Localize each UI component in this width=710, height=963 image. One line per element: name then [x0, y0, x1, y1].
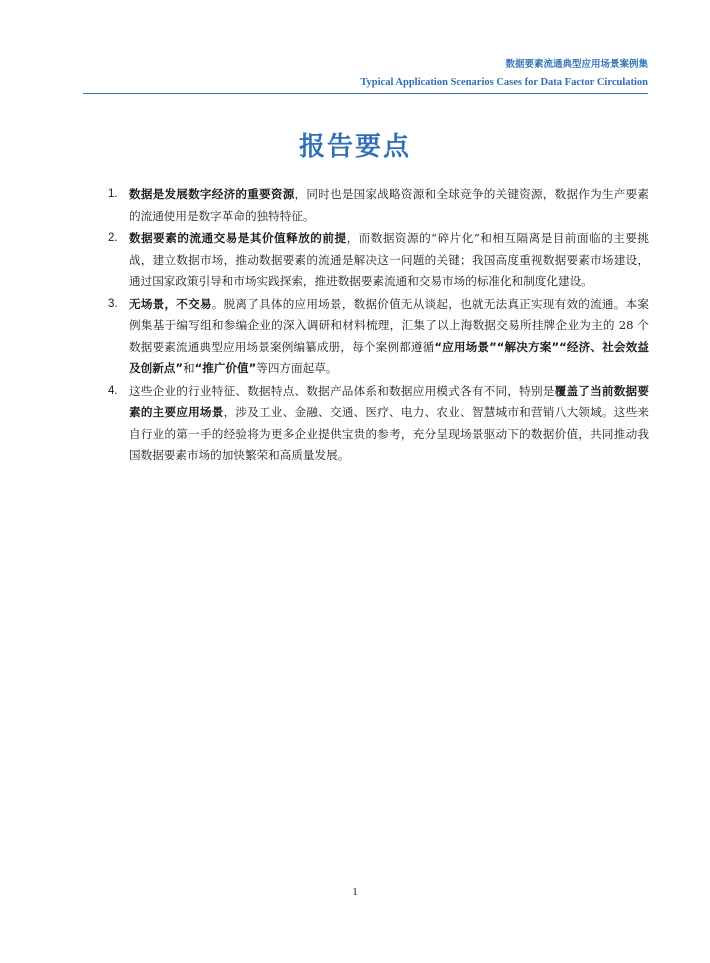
- point-text: ，涉及工业、金融、交通、医疗、电力、农业、智慧城市和营销八大领域。这些来自行业的第一手的经验将为更多企业提供宝贵的参考，充分呈现场景驱动下的数据价值，共同推动我国数据要素市场的加快繁荣和高质量发展。: [129, 405, 649, 462]
- header-title-cn: 数据要素流通典型应用场景案例集: [505, 59, 648, 70]
- point-text-bold: 数据是发展数字经济的重要资源: [129, 187, 295, 201]
- key-point: [108, 184, 649, 227]
- key-points-list: [108, 184, 649, 468]
- point-text: 。脱离了具体的应用场景，数据价值无从谈起，也就无法真正实现有效的流通。本案例集基于编写组和参编企业的深入调研和材料梳理，汇集了以上海数据交易所挂牌企业为主的 28 个数据要素流通典型应用场景案例编纂成册，每个案例都遵循: [129, 296, 649, 354]
- point-number: 4.: [108, 384, 118, 397]
- key-point: [108, 228, 649, 293]
- point-number: 3.: [108, 297, 118, 310]
- key-point: [108, 381, 649, 467]
- point-text-bold: “推广价值”: [194, 361, 257, 375]
- running-header: [360, 58, 648, 90]
- key-point: [108, 294, 649, 380]
- point-text: 等四方面起草。: [256, 361, 338, 375]
- page-number: 1: [352, 886, 358, 898]
- point-text: 这些企业的行业特征、数据特点、数据产品体系和数据应用模式各有不同，特别是: [129, 383, 555, 398]
- point-text: ，而数据资源的“碎片化”和相互隔离是目前面临的主要挑战，建立数据市场，推动数据要素的流通是解决这一问题的关键；我国高度重视数据要素市场建设，通过国家政策引导和市场实践探索，推进数据要素流通和交易市场的标准化和制度化建设。: [129, 231, 649, 288]
- point-text-bold: 数据要素的流通交易是其价值释放的前提: [129, 231, 347, 245]
- point-text-bold: 覆盖了当前数据要素的主要应用场景: [129, 383, 649, 419]
- point-text-bold: “应用场景”“解决方案”“经济、社会效益及创新点”: [129, 339, 649, 375]
- header-title-en: Typical Application Scenarios Cases for Data Factor Circulation: [360, 77, 648, 88]
- page-title: 报告要点: [298, 132, 411, 162]
- header-divider: [83, 93, 648, 94]
- point-text-bold: 无场景，不交易: [129, 296, 212, 311]
- point-text: 和: [183, 361, 195, 375]
- point-text: ，同时也是国家战略资源和全球竞争的关键资源，数据作为生产要素的流通使用是数字革命的独特特征。: [129, 187, 649, 223]
- point-number: 2.: [108, 232, 118, 244]
- point-number: 1.: [108, 188, 118, 200]
